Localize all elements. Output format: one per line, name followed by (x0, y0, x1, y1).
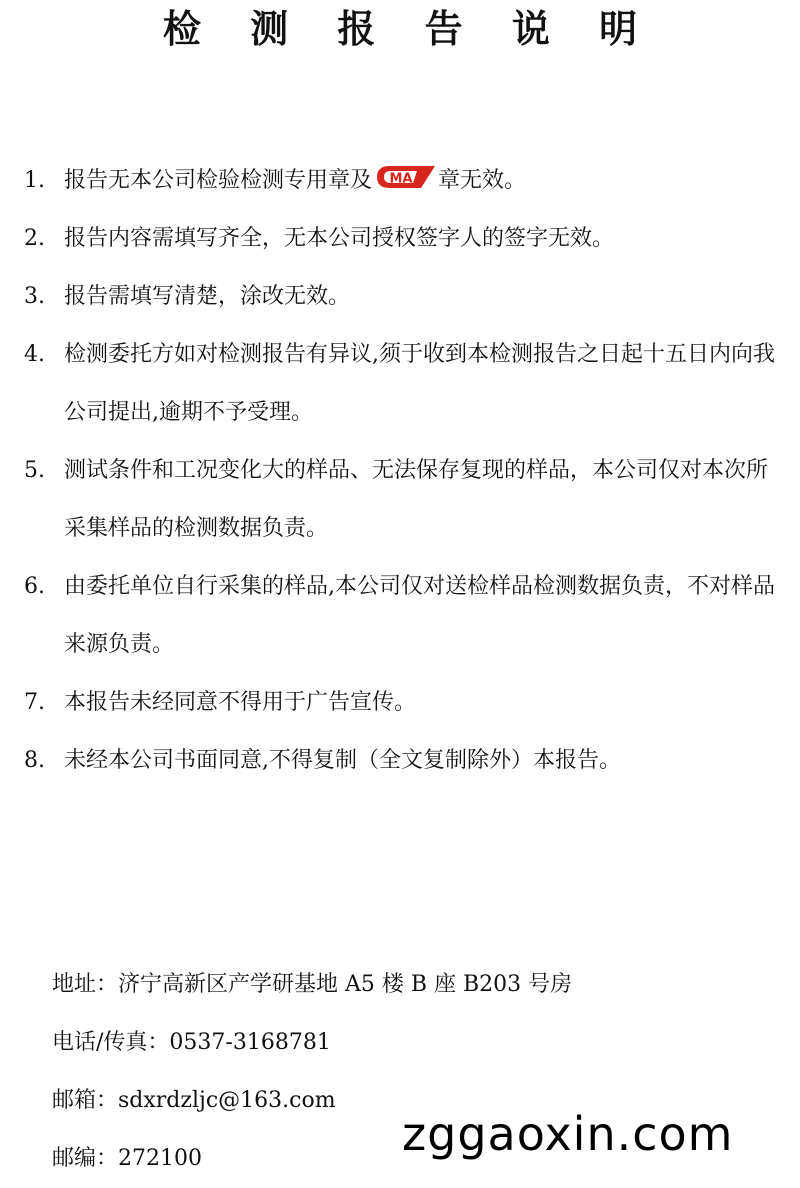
list-item (0, 442, 800, 558)
item-text: 报告需填写清楚，涂改无效。 (64, 284, 351, 309)
list-item (0, 268, 800, 326)
list-item (0, 674, 800, 732)
phone-line: 电话/传真：0537-3168781 (52, 1030, 331, 1055)
cma-logo-text: MA (389, 171, 413, 187)
list-item (0, 558, 800, 674)
item-number: 1. (24, 168, 45, 193)
item-text: 检测委托方如对检测报告有异议,须于收到本检测报告之日起十五日内向我公司提出,逾期不予受理。 (64, 342, 775, 425)
notes-list (0, 152, 800, 790)
item-text: 报告内容需填写齐全，无本公司授权签字人的签字无效。 (64, 226, 615, 251)
item-number: 2. (24, 226, 45, 251)
list-item (0, 152, 800, 210)
item-number: 6. (24, 574, 45, 599)
cma-logo-icon (373, 163, 437, 191)
postcode-line: 邮编：272100 (52, 1146, 202, 1171)
item-number: 7. (24, 690, 45, 715)
list-item (0, 732, 800, 790)
list-item (0, 210, 800, 268)
item-text (64, 152, 786, 210)
watermark-text: zggaoxin.com (402, 1107, 734, 1161)
address-line: 地址：济宁高新区产学研基地 A5 楼 B 座 B203 号房 (52, 972, 573, 997)
item-text: 测试条件和工况变化大的样品、无法保存复现的样品，本公司仅对本次所采集样品的检测数据负责。 (64, 458, 769, 541)
list-item (0, 326, 800, 442)
page-title: 检 测 报 告 说 明 (162, 7, 656, 51)
item-text-part: 报告无本公司检验检测专用章及 (64, 168, 373, 193)
item-number: 5. (24, 458, 45, 483)
item-text-part: 章无效。 (438, 168, 527, 193)
email-line: 邮箱：sdxrdzljc@163.com (52, 1088, 336, 1113)
item-number: 3. (24, 284, 45, 309)
item-number: 4. (24, 342, 45, 367)
item-text: 由委托单位自行采集的样品,本公司仅对送检样品检测数据负责，不对样品来源负责。 (64, 574, 775, 657)
item-number: 8. (24, 748, 45, 773)
item-text: 未经本公司书面同意,不得复制（全文复制除外）本报告。 (64, 748, 621, 773)
item-text: 本报告未经同意不得用于广告宣传。 (64, 690, 417, 715)
